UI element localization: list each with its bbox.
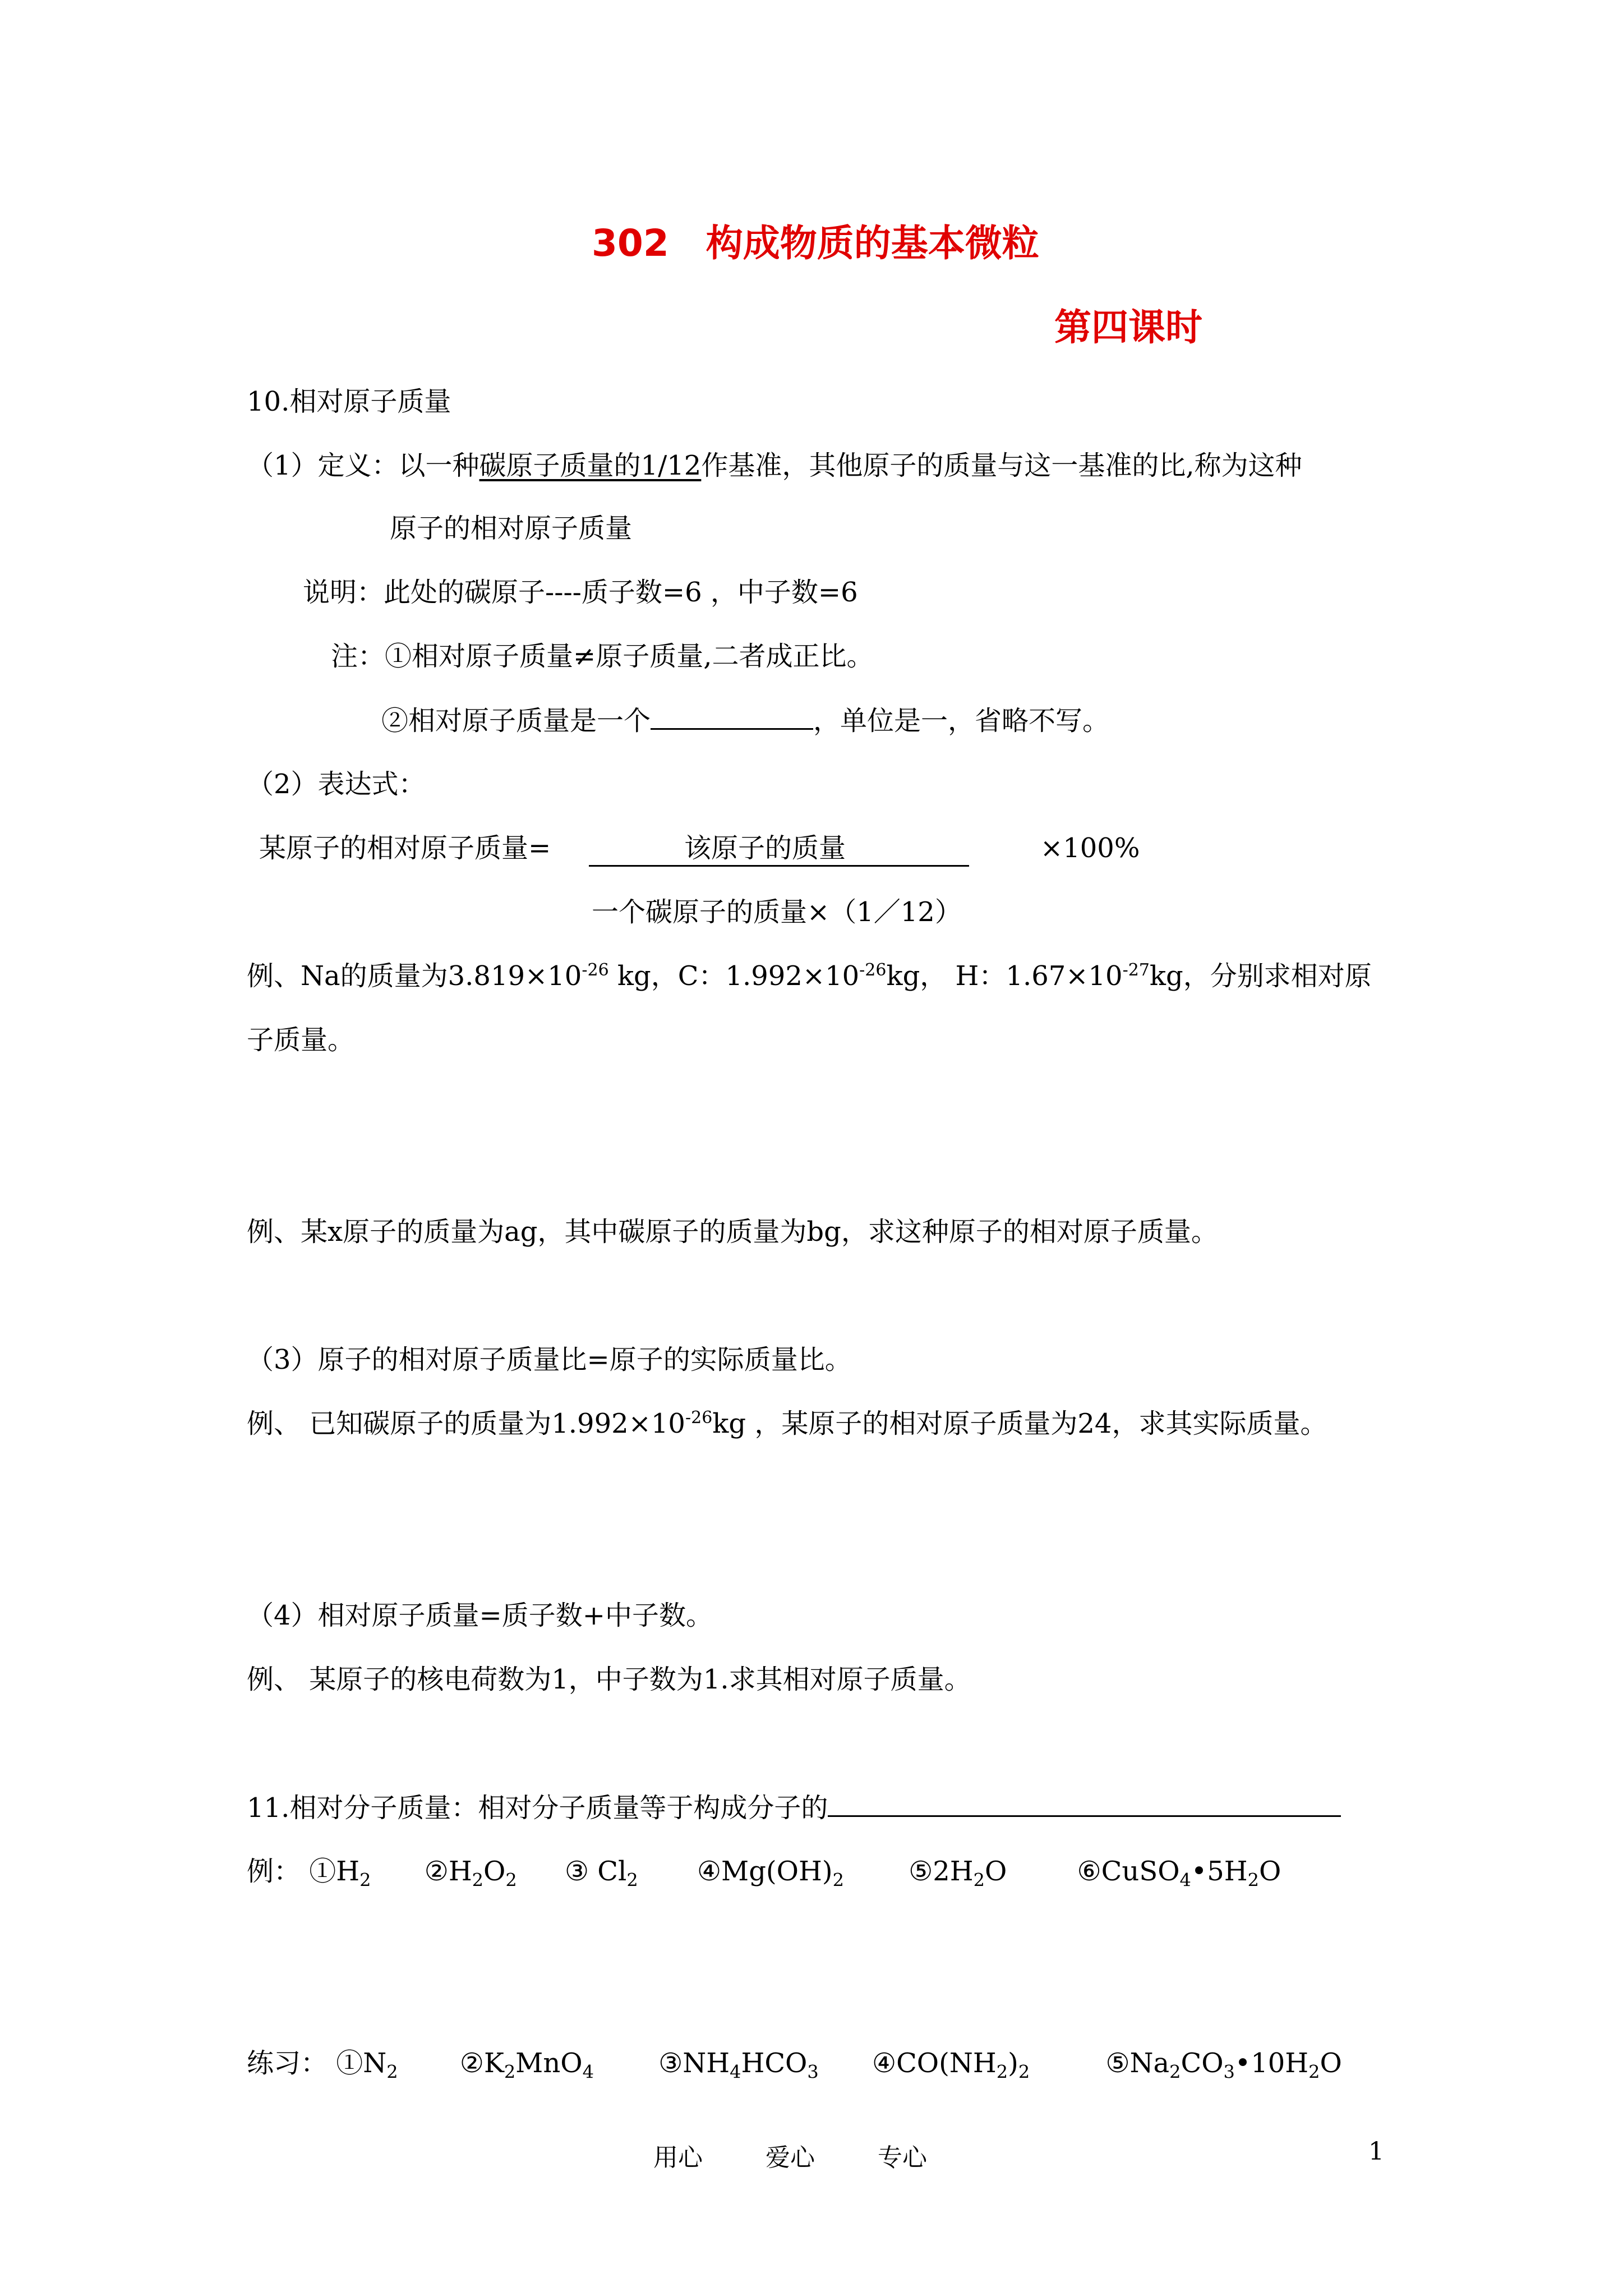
page-title: 302 构成物质的基本微粒 (592, 222, 1039, 265)
practice-label: 练习： (247, 2047, 328, 2079)
formula-na2co3-10h2o: $⑤Na_2CO_3•10H_2O$ (1105, 2047, 1342, 2083)
example-1-line-2: 子质量。 (247, 1024, 355, 1056)
example-1 (247, 959, 1372, 993)
section-11-heading (247, 1791, 1341, 1825)
exponent: -26 (582, 960, 609, 980)
note-2-blank[interactable] (651, 703, 813, 730)
formula-n2: $①N_2$ (336, 2047, 398, 2083)
example-3 (247, 1407, 1327, 1441)
expression-numerator (589, 831, 969, 867)
definition-label: （1）定义：以一种 (247, 450, 479, 481)
expression-left: 某原子的相对原子质量= (259, 832, 551, 864)
point-4: （4）相对原子质量=质子数+中子数。 (247, 1600, 713, 1631)
footer-motto-1: 用心 (653, 2143, 703, 2172)
footer-motto-3: 专心 (878, 2143, 927, 2172)
formula-conh22: $④CO(NH_2)_2$ (872, 2047, 1030, 2083)
example-2: 例、某x原子的质量为ag，其中碳原子的质量为bg，求这种原子的相对原子质量。 (247, 1216, 1218, 1248)
footer-motto-2: 爱心 (766, 2143, 815, 2172)
expression-denominator: 一个碳原子的质量×（1／12） (592, 896, 962, 928)
lesson-subtitle: 第四课时 (1054, 306, 1202, 349)
section-11-blank[interactable] (828, 1791, 1341, 1817)
formula-k2mno4: $②K_2MnO_4$ (459, 2047, 594, 2083)
formula-cl2: ③ $Cl_2$ (565, 1856, 638, 1891)
exponent: -26 (859, 960, 887, 980)
note-2-text: ②相对原子质量是一个 (381, 705, 651, 737)
formula-h2o2: $②H_2O_2$ (424, 1856, 517, 1891)
formula-h2: $①H_2$ (309, 1856, 371, 1891)
exponent: -27 (1122, 960, 1150, 980)
note-1: 注：①相对原子质量≠原子质量,二者成正比。 (331, 641, 874, 672)
example-1-text-b: kg，C：1.992×10 (608, 960, 860, 992)
expression-heading: （2）表达式： (247, 769, 426, 800)
page-number: 1 (1368, 2137, 1384, 2166)
point-3: （3）原子的相对原子质量比=原子的实际质量比。 (247, 1344, 852, 1375)
definition-rest: 作基准，其他原子的质量与这一基准的比,称为这种 (701, 450, 1302, 481)
definition-underlined: 碳原子质量的1/12 (479, 450, 702, 481)
example-3-text-a: 例、 已知碳原子的质量为1.992×10 (247, 1408, 685, 1439)
expression-times: ×100% (1040, 832, 1140, 864)
formula-mgoh2: $④Mg(OH)_2$ (697, 1856, 844, 1891)
definition-line-2: 原子的相对原子质量 (390, 513, 633, 544)
note-2-rest: ，单位是一，省略不写。 (813, 705, 1110, 737)
examples-line (247, 1855, 1281, 1891)
example-1-text-d: kg，分别求相对原 (1149, 960, 1372, 992)
fraction-numerator: 该原子的质量 (589, 831, 969, 867)
examples-label: 例： (247, 1856, 301, 1887)
formula-nh4hco3: $③NH_4HCO_3$ (658, 2047, 819, 2083)
formula-cuso4-5h2o: $⑥CuSO_4•5H_2O$ (1077, 1856, 1281, 1891)
example-3-text-b: kg ，某原子的相对原子质量为24，求其实际质量。 (712, 1408, 1327, 1439)
exponent: -26 (685, 1408, 713, 1428)
example-1-text-c: kg， H：1.67×10 (886, 960, 1123, 992)
example-4: 例、 某原子的核电荷数为1，中子数为1.求其相对原子质量。 (247, 1664, 971, 1695)
note-2 (381, 703, 1109, 738)
example-1-text-a: 例、Na的质量为3.819×10 (247, 960, 582, 992)
definition-line (247, 449, 1302, 482)
explanation-line: 说明：此处的碳原子----质子数=6 ，中子数=6 (303, 577, 858, 608)
practice-line (247, 2046, 1342, 2083)
section-10-heading: 10.相对原子质量 (247, 386, 451, 417)
section-11-text: 11.相对分子质量：相对分子质量等于构成分子的 (247, 1792, 828, 1824)
formula-2h2o: $⑤2H_2O$ (909, 1856, 1007, 1891)
